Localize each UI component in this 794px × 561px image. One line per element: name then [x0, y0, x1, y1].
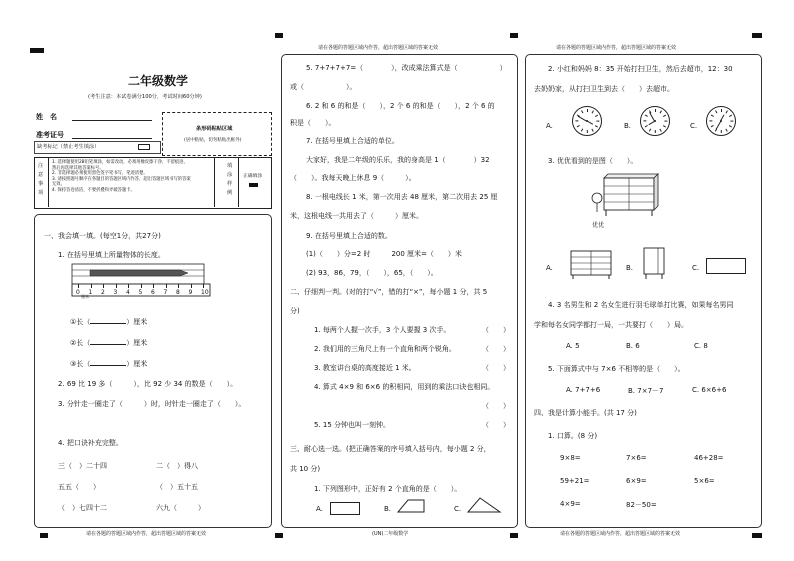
- clock-tick: [577, 125, 580, 127]
- verse-item: 五五（ ）: [58, 483, 100, 491]
- registration-mark: [30, 48, 44, 53]
- header-notice: 请在各题的答题区域内作答，超出答题区域的答案无效: [556, 45, 677, 51]
- choice-5-text: 5. 下面算式中与 7×6 不相等的是（ ）。: [548, 365, 685, 373]
- judge-item: 1. 每两个人握一次手，3 个人要握 3 次手。: [314, 326, 451, 334]
- footer-page: (UN)二年级数学: [372, 531, 409, 537]
- clock-tick: [595, 125, 598, 127]
- rectangle-shape: [330, 502, 360, 515]
- registration-mark: [752, 33, 762, 38]
- q1-answer-3: [70, 359, 147, 369]
- barcode-area: [162, 112, 272, 156]
- judge-item: 4. 算式 4×9 和 6×6 的积相同，用到的乘法口诀也相同。: [314, 383, 495, 391]
- note-item: 1. 选择题使用2B铅笔填涂，如需改动，必须用橡皮擦干净，不留痕迹，然后再选择其他答案标号。: [52, 160, 188, 171]
- answer-unit: ）厘米: [126, 360, 148, 368]
- answer-unit: ）厘米: [126, 318, 148, 326]
- clock-tick: [721, 131, 722, 134]
- verse-item: 二（ ）得八: [156, 462, 198, 470]
- clock-tick: [645, 115, 648, 117]
- choice-option-b[interactable]: B.: [384, 505, 392, 513]
- child-name: 优优: [592, 222, 605, 229]
- ruler-tick: [128, 284, 129, 288]
- barcode-note: (居中粘贴，切勿粘贴出框外): [184, 138, 242, 143]
- ruler-tick: [203, 284, 204, 288]
- choice-4-option[interactable]: C. 8: [694, 342, 708, 350]
- verse-item: （ ）五十五: [156, 483, 198, 491]
- ruler-tick: [78, 284, 79, 288]
- clock-tick: [655, 131, 656, 134]
- verse-item: （ ）七四十二: [58, 504, 107, 512]
- choice-4-text: 学和每名女同学都打一局，一共要打（ ）局。: [534, 321, 688, 329]
- choice-5-option[interactable]: C. 6×6+6: [692, 386, 727, 394]
- clock-tick: [592, 110, 594, 113]
- verse-item: 三（ ）二十四: [58, 462, 107, 470]
- clock-tick: [595, 115, 598, 117]
- clock-option-a[interactable]: A.: [546, 122, 553, 130]
- judge-blank[interactable]: （ ）: [482, 364, 510, 372]
- ruler-unit: 厘米: [81, 294, 89, 299]
- note-item: 3. 请按照题号顺序在各题目的答题区域内作答，超出答题区域书写的答案无效。: [52, 176, 191, 188]
- notes-label: 注意事项: [38, 163, 44, 196]
- registration-mark: [40, 533, 48, 538]
- clock-tick: [581, 110, 583, 113]
- q9-line: (2) 93，86，79，（ ），65，（ ）。: [306, 269, 438, 277]
- absent-checkbox[interactable]: [138, 144, 150, 150]
- top-view-shape: [706, 258, 746, 274]
- ticket-label: 准考证号: [36, 131, 64, 139]
- ruler-tick: [166, 284, 167, 288]
- calc-item[interactable]: 4×9=: [560, 500, 581, 508]
- clock-tick: [731, 121, 734, 122]
- ruler-scale: [78, 284, 208, 300]
- q2-text: 2. 69 比 19 多（ ），比 92 少 34 的数是（ ）。: [58, 380, 238, 388]
- clock-tick: [587, 131, 588, 134]
- section-2-title: 二、仔细判一判。(对的打“√”，错的打“×”，每小题 1 分，共 5: [290, 288, 488, 296]
- q5-line: 或（ ）。: [290, 83, 357, 91]
- barcode-title: 条形码粘贴区域: [196, 126, 233, 132]
- choice-4-text: 4. 3 名男生和 2 名女生进行羽毛球单打比赛，如果每名男同: [548, 301, 734, 309]
- q3-text: 3. 分针走一圈走了（ ）时，时针走一圈走了（ ）。: [58, 400, 246, 408]
- ruler-tick: [153, 284, 154, 288]
- minute-hand: [649, 112, 655, 121]
- ruler-tick: [141, 284, 142, 288]
- choice-option-c[interactable]: C.: [454, 505, 462, 513]
- front-view-shape: [570, 250, 612, 282]
- ruler-tick: [191, 284, 192, 288]
- ruler-tick-label: 9: [188, 289, 193, 296]
- choice-1-text: 1. 下列图形中，正好有 2 个直角的是（ ）。: [314, 485, 462, 493]
- ruler-tick-label: 2: [101, 289, 105, 296]
- ruler-tick: [91, 284, 92, 288]
- q9-line: 9. 在括号里填上合适的数。: [306, 232, 392, 240]
- registration-mark: [275, 33, 283, 38]
- ticket-field[interactable]: [72, 138, 152, 139]
- choice-3-text: 3. 优优看到的是图（ ）。: [548, 157, 638, 165]
- registration-mark: [510, 33, 518, 38]
- clock-icon: [572, 106, 602, 136]
- q9-line: (1)（ ）分=2 时 200 厘米=（ ）米: [306, 250, 462, 258]
- minute-hand: [715, 121, 721, 130]
- clock-tick: [592, 129, 594, 132]
- sample-filled-mark: [249, 183, 258, 187]
- clock-icon: [706, 106, 736, 136]
- choice-4-option[interactable]: B. 6: [626, 342, 640, 350]
- registration-mark: [510, 533, 518, 538]
- q8-line: 米，这根电线一共用去了（ ）厘米。: [290, 212, 423, 220]
- q6-line: 积是（ ）。: [290, 119, 336, 127]
- registration-mark: [275, 533, 283, 538]
- view-option-b[interactable]: B.: [626, 264, 634, 272]
- clock-tick: [711, 115, 714, 117]
- name-label: 姓 名: [36, 113, 57, 121]
- judge-blank[interactable]: （ ）: [482, 326, 510, 334]
- clock-tick: [726, 110, 728, 113]
- calc-item[interactable]: 6×9=: [626, 477, 647, 485]
- header-notice: 请在各题的答题区域内作答，超出答题区域的答案无效: [318, 45, 439, 51]
- absent-label: 缺考标记（禁止考生填涂）: [37, 144, 100, 150]
- ruler-tick-label: 0: [76, 289, 80, 296]
- q1-answer-1: [70, 317, 147, 327]
- section-4-title: 四、我是计算小能手。(共 17 分): [534, 409, 637, 417]
- verse-item: 六九（ ）: [156, 504, 205, 512]
- section-1-title: 一、我会填一填。(每空1分，共27分): [44, 232, 161, 240]
- ruler-tick: [103, 284, 104, 288]
- calc-item[interactable]: 9×8=: [560, 454, 581, 462]
- footer-notice: 请在各题的答题区域内作答，超出答题区域的答案无效: [560, 531, 681, 537]
- q1-answer-2: [70, 338, 147, 348]
- q4-text: 4. 把口诀补充完整。: [58, 439, 123, 447]
- clock-tick: [729, 115, 732, 117]
- section-2-title: 分): [290, 307, 300, 315]
- name-field[interactable]: [72, 120, 152, 121]
- clock-option-c[interactable]: C.: [690, 122, 698, 130]
- ruler-tick-label: 3: [113, 289, 118, 296]
- judge-item: 3. 教室讲台桌的高度接近 1 米。: [314, 364, 416, 372]
- choice-5-option[interactable]: B. 7×7－7: [628, 387, 664, 395]
- sample-correct: 正确填涂: [243, 174, 263, 179]
- clock-tick: [726, 129, 728, 132]
- answer-blank[interactable]: [90, 323, 126, 324]
- calc-item[interactable]: 7×6=: [626, 454, 647, 462]
- q7-line: 大家好，我是二年级的乐乐，我的身高是 1（ ）32: [306, 156, 490, 164]
- q8-line: 8. 一根电线长 1 米，第一次用去 48 厘米，第二次用去 25 厘: [306, 193, 498, 201]
- minute-hand: [578, 115, 587, 121]
- ruler-tick-label: 10: [201, 289, 209, 296]
- choice-option-a[interactable]: A.: [316, 505, 323, 513]
- clock-tick: [709, 121, 712, 122]
- q1-text: 1. 在括号里填上所量物体的长度。: [58, 251, 165, 259]
- view-option-a[interactable]: A.: [546, 264, 553, 272]
- answer-label: ②长（: [70, 339, 91, 347]
- clock-tick: [597, 121, 600, 122]
- clock-tick: [665, 121, 668, 122]
- judge-blank[interactable]: （ ）: [482, 345, 510, 353]
- clock-option-b[interactable]: B.: [624, 122, 632, 130]
- answer-blank[interactable]: [90, 365, 126, 366]
- trapezoid-shape: [396, 498, 426, 516]
- sample-label: 填涂样例: [227, 163, 233, 196]
- judge-blank[interactable]: （ ）: [482, 421, 510, 429]
- ruler-tick: [116, 284, 117, 288]
- clock-tick: [581, 129, 583, 132]
- clock-tick: [649, 129, 651, 132]
- note-item: 4. 保持答卷清洁，不要折叠和弄破答题卡。: [52, 187, 135, 193]
- calc-item[interactable]: 82－50=: [626, 501, 657, 509]
- cabinet-scene: [590, 170, 662, 222]
- answer-label: ③长（: [70, 360, 91, 368]
- choice-2-text: 去奶奶家，从打扫卫生到去（ ）去超市。: [534, 85, 674, 93]
- ruler-tick-label: 5: [138, 289, 143, 296]
- q5-line: 5. 7+7+7+7=（ ），改成乘法算式是（ ）: [306, 64, 507, 72]
- ruler-tick-label: 7: [163, 289, 168, 296]
- section-3-title: 共 10 分): [290, 465, 321, 473]
- q7-line: 7. 在括号里填上合适的单位。: [306, 137, 399, 145]
- exam-subtitle: (考生注意：本试卷满分100分，考试时间60分钟): [88, 94, 202, 100]
- registration-mark: [752, 533, 762, 538]
- answer-blank[interactable]: [90, 344, 126, 345]
- q7-line: （ ）。我每天晚上休息 9（ ）。: [290, 174, 416, 182]
- ruler-tick-label: 4: [126, 289, 130, 296]
- side-view-shape: [642, 246, 666, 282]
- answer-label: ①长（: [70, 318, 91, 326]
- clock-tick: [715, 110, 717, 113]
- section-3-title: 三、耐心选一选。(把正确答案的序号填入括号内，每小题 2 分，: [290, 445, 491, 453]
- choice-5-option[interactable]: A. 7+7+6: [566, 386, 601, 394]
- calc-item[interactable]: 5×6=: [694, 477, 715, 485]
- note-item: 2. 非选择题必须使用黑色签字笔书写，笔迹清楚。: [52, 171, 148, 177]
- ruler-tick-label: 1: [88, 289, 93, 296]
- judge-blank[interactable]: （ ）: [482, 402, 510, 410]
- judge-item: 5. 15 分钟也叫一刻钟。: [314, 421, 391, 429]
- clock-tick: [660, 129, 662, 132]
- choice-4-option[interactable]: A. 5: [566, 342, 580, 350]
- clock-tick: [711, 125, 714, 127]
- q6-line: 6. 2 和 6 的和是（ ），2 个 6 的和是（ ），2 个 6 的: [306, 102, 495, 110]
- clock-tick: [575, 121, 578, 122]
- ruler-tick: [178, 284, 179, 288]
- ruler-tick-label: 6: [151, 289, 155, 296]
- notes-list: [52, 160, 192, 194]
- clock-tick: [663, 125, 666, 127]
- calc-item[interactable]: 46+28=: [694, 454, 724, 462]
- clock-tick: [660, 110, 662, 113]
- triangle-shape: [466, 496, 502, 516]
- clock-tick: [721, 109, 722, 112]
- view-option-c[interactable]: C.: [692, 264, 700, 272]
- exam-title: 二年级数学: [128, 74, 189, 88]
- judge-item: 2. 我们用的三角尺上有一个直角和两个锐角。: [314, 345, 456, 353]
- hour-hand: [587, 120, 594, 125]
- clock-tick: [663, 115, 666, 117]
- ruler-tick-label: 8: [176, 289, 180, 296]
- clock-tick: [729, 125, 732, 127]
- clock-tick: [655, 109, 656, 112]
- clock-tick: [645, 125, 648, 127]
- choice-2-text: 2. 小红和妈妈 8：35 开始打扫卫生，然后去超市，12：30: [548, 65, 733, 73]
- clock-tick: [643, 121, 646, 122]
- oral-calc-title: 1. 口算。(8 分): [548, 432, 598, 440]
- answer-unit: ）厘米: [126, 339, 148, 347]
- clock-tick: [587, 109, 588, 112]
- calc-item[interactable]: 59+21=: [560, 477, 590, 485]
- footer-notice: 请在各题的答题区域内作答，超出答题区域的答案无效: [86, 531, 207, 537]
- clock-icon: [640, 106, 670, 136]
